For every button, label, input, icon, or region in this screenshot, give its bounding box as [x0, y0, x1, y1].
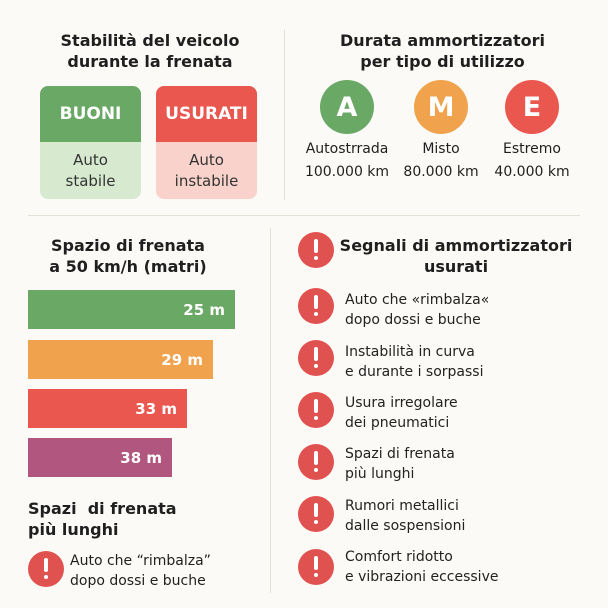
card-worn-body: Auto instabile — [156, 142, 257, 199]
duration-km-m: 80.000 km — [403, 164, 479, 180]
divider-middle — [28, 215, 580, 216]
signal-item: Instabilità in curva e durante i sorpassi — [345, 344, 484, 380]
card-worn — [156, 86, 257, 199]
signal-item: Comfort ridotto e vibrazioni eccessive — [345, 549, 499, 585]
duration-label-m: Misto — [422, 141, 460, 157]
alert-icon — [28, 551, 64, 587]
alert-icon — [298, 392, 334, 428]
card-good-head: BUONI — [40, 86, 141, 142]
duration-km-a: 100.000 km — [304, 164, 390, 180]
circle-e: E — [505, 80, 559, 134]
divider-top — [284, 30, 285, 200]
bar-38m: 38 m — [28, 438, 172, 477]
duration-label-a: Autostrrada — [305, 141, 389, 157]
card-worn-head: USURATI — [156, 86, 257, 142]
card-good — [40, 86, 141, 199]
divider-bottom — [270, 228, 271, 593]
alert-icon — [298, 549, 334, 585]
alert-icon — [298, 340, 334, 376]
circle-m: M — [414, 80, 468, 134]
braking-note: Auto che “rimbalza” dopo dossi e buche — [70, 553, 211, 589]
signal-item: Rumori metallici dalle sospensioni — [345, 498, 466, 534]
duration-label-e: Estremo — [503, 141, 561, 157]
alert-icon — [298, 496, 334, 532]
alert-icon — [298, 232, 334, 268]
braking-title: Spazio di frenata a 50 km/h (matri) — [49, 236, 207, 276]
bar-33m: 33 m — [28, 389, 187, 428]
alert-icon — [298, 288, 334, 324]
stability-title: Stabilità del veicolo durante la frenata — [60, 31, 240, 71]
signal-item: Usura irregolare dei pneumatici — [345, 395, 458, 431]
circle-a: A — [320, 80, 374, 134]
bar-25m: 25 m — [28, 290, 235, 329]
braking-subtitle: Spazi di frenata più lunghi — [28, 499, 177, 539]
signal-item: Auto che «rimbalza« dopo dossi e buche — [345, 292, 490, 328]
alert-icon — [298, 444, 334, 480]
duration-km-e: 40.000 km — [494, 164, 570, 180]
duration-title: Durata ammortizzatori per tipo di utilizzo — [340, 31, 545, 71]
card-good-body: Auto stabile — [40, 142, 141, 199]
bar-29m: 29 m — [28, 340, 213, 379]
signal-item: Spazi di frenata più lunghi — [345, 446, 455, 482]
signals-title: Segnali di ammortizzatori usurati — [339, 236, 573, 276]
